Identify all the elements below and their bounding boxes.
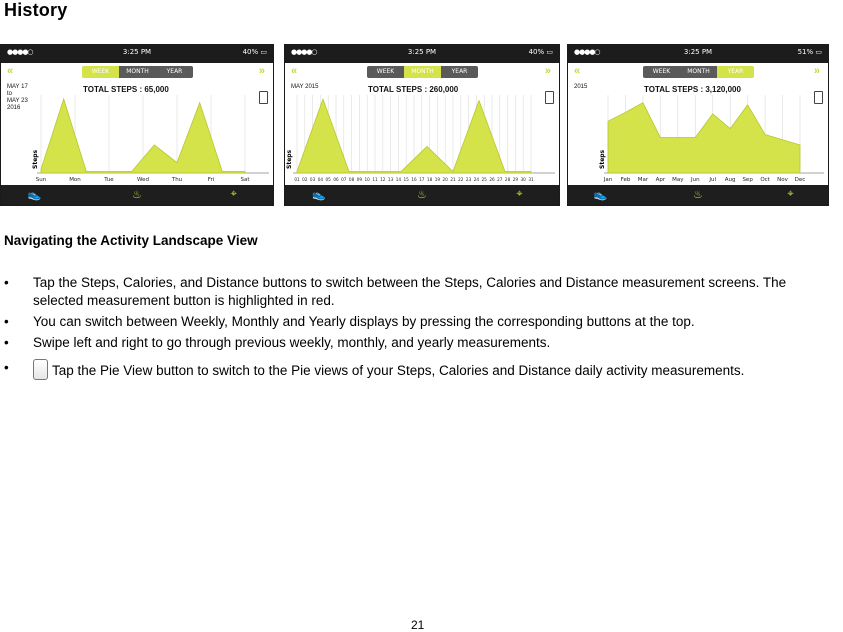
x-tick-label: 16 [411, 177, 417, 182]
bullet-text: Swipe left and right to go through previous weekly, monthly, and yearly measurements. [33, 335, 551, 350]
date-range: MAY 2015 [291, 84, 319, 90]
bullet-dot: • [4, 360, 9, 375]
measurement-nav [568, 185, 828, 205]
pie-view-icon [33, 359, 48, 380]
period-tab-bar [568, 63, 828, 81]
chart-area [568, 81, 828, 187]
bullet-item [4, 334, 824, 352]
flame-icon[interactable]: ♨ [417, 189, 427, 201]
flame-icon[interactable]: ♨ [132, 189, 142, 201]
tab-year[interactable]: YEAR [441, 66, 478, 78]
x-tick-label: 23 [465, 177, 472, 182]
status-time: 3:25 PM [683, 48, 713, 56]
x-tick-label: Sun [35, 177, 47, 183]
x-tick-label: Dec [794, 177, 806, 183]
signal-icon: ●●●●○ [291, 48, 317, 56]
x-tick-label: 30 [520, 177, 526, 182]
pie-view-icon[interactable] [814, 91, 823, 104]
x-tick-label: Wed [137, 177, 149, 183]
y-axis-label: Steps [599, 149, 606, 169]
x-tick-label: Fri [207, 177, 215, 183]
bullet-item [4, 274, 824, 310]
status-bar [568, 45, 828, 63]
steps-chart [568, 81, 828, 187]
total-steps: TOTAL STEPS : 3,120,000 [644, 85, 741, 94]
signal-icon: ●●●●○ [574, 48, 600, 56]
phone-screenshot [567, 44, 829, 206]
status-time: 3:25 PM [407, 48, 437, 56]
x-tick-label: Tue [104, 177, 114, 183]
x-tick-label: Feb [620, 177, 631, 183]
bullet-list [4, 274, 824, 383]
chart-area [1, 81, 273, 187]
phone-screenshot [0, 44, 274, 206]
distance-icon[interactable]: ⌖ [787, 188, 794, 200]
chart-area [285, 81, 559, 187]
battery-icon: 40% ▭ [528, 48, 553, 56]
date-range: 2015 [574, 84, 588, 90]
x-tick-label: 02 [302, 177, 308, 182]
distance-icon[interactable]: ⌖ [516, 188, 523, 200]
x-tick-label: 27 [497, 177, 503, 182]
x-tick-label: Oct [760, 177, 770, 183]
chevron-right-icon[interactable]: » [813, 65, 820, 77]
shoe-icon[interactable]: 👟 [593, 189, 608, 201]
period-tab-bar [285, 63, 559, 81]
bullet-text: You can switch between Weekly, Monthly and Yearly displays by pressing the corresponding buttons at the top. [33, 314, 695, 329]
x-tick-label: Nov [777, 177, 788, 183]
x-tick-label: May [672, 177, 684, 183]
x-tick-label: Aug [724, 177, 736, 183]
page-number: 21 [411, 618, 425, 632]
steps-chart [1, 81, 273, 187]
battery-icon: 40% ▭ [242, 48, 267, 56]
x-tick-label: 01 [294, 177, 300, 182]
y-axis-label: Steps [286, 149, 293, 169]
tab-week[interactable]: WEEK [367, 66, 404, 78]
x-tick-label: 11 [372, 177, 378, 182]
x-tick-label: 19 [434, 177, 441, 182]
total-steps: TOTAL STEPS : 65,000 [83, 85, 169, 94]
x-tick-label: 10 [364, 177, 370, 182]
x-tick-label: Thu [171, 177, 183, 183]
x-tick-label: 17 [419, 177, 425, 182]
x-tick-label: 26 [489, 177, 495, 182]
x-tick-label: 21 [450, 177, 456, 182]
chevron-left-icon[interactable]: « [574, 65, 581, 77]
battery-icon: 51% ▭ [797, 48, 822, 56]
x-tick-label: 29 [512, 177, 519, 182]
bullet-dot: • [4, 335, 9, 350]
x-tick-label: 15 [403, 177, 409, 182]
x-tick-label: 07 [341, 177, 347, 182]
period-tab-bar [1, 63, 273, 81]
status-time: 3:25 PM [122, 48, 152, 56]
date-range: MAY 17 to MAY 23 2016 [7, 84, 28, 111]
tab-year[interactable]: YEAR [717, 66, 754, 78]
bullet-dot: • [4, 314, 9, 329]
shoe-icon[interactable]: 👟 [312, 189, 326, 201]
x-tick-label: Apr [655, 177, 666, 183]
chevron-left-icon[interactable]: « [7, 65, 14, 77]
tab-month[interactable]: MONTH [119, 66, 156, 78]
x-tick-label: 04 [317, 177, 324, 182]
page-title: History [4, 0, 68, 20]
tab-month[interactable]: MONTH [404, 66, 441, 78]
x-tick-label: Jul [709, 177, 717, 183]
section-heading: Navigating the Activity Landscape View [4, 233, 258, 248]
x-tick-label: Sat [240, 177, 250, 183]
x-tick-label: 25 [481, 177, 487, 182]
x-tick-label: 06 [333, 177, 339, 182]
tab-year[interactable]: YEAR [156, 66, 193, 78]
tab-week[interactable]: WEEK [643, 66, 680, 78]
tab-week[interactable]: WEEK [82, 66, 119, 78]
x-tick-label: 18 [426, 177, 433, 182]
x-tick-label: Mar [637, 177, 649, 183]
steps-chart [285, 81, 559, 187]
x-tick-label: 03 [309, 177, 316, 182]
total-steps: TOTAL STEPS : 260,000 [368, 85, 459, 94]
bullet-text: Tap the Pie View button to switch to the Pie views of your Steps, Calories and Distance daily activity measurements. [52, 363, 745, 378]
x-tick-label: Sep [742, 177, 753, 183]
x-tick-label: 31 [528, 177, 534, 182]
chevron-right-icon[interactable]: » [258, 65, 265, 77]
phone-screenshot [284, 44, 560, 206]
y-axis-label: Steps [32, 149, 39, 169]
x-tick-label: 08 [348, 177, 355, 182]
bullet-item [4, 359, 824, 380]
measurement-nav [1, 185, 273, 205]
measurement-nav [285, 185, 559, 205]
signal-icon: ●●●●○ [7, 48, 33, 56]
x-tick-label: 05 [325, 177, 331, 182]
pie-view-icon[interactable] [545, 91, 554, 104]
x-tick-label: Jun [690, 177, 700, 183]
chevron-left-icon[interactable]: « [291, 65, 298, 77]
x-tick-label: 14 [395, 177, 402, 182]
steps-area-series [608, 103, 800, 173]
x-tick-label: 09 [356, 177, 363, 182]
bullet-text: Tap the Steps, Calories, and Distance buttons to switch between the Steps, Calories and Distance measurement screens. The selected measurement button is highlighted in red. [33, 275, 787, 308]
x-tick-label: Jan [603, 177, 613, 183]
x-tick-label: Mon [69, 177, 81, 183]
shoe-icon[interactable]: 👟 [27, 189, 42, 201]
x-tick-label: 28 [504, 177, 511, 182]
distance-icon[interactable]: ⌖ [230, 188, 237, 200]
x-tick-label: 20 [442, 177, 448, 182]
x-tick-label: 12 [380, 177, 386, 182]
chevron-right-icon[interactable]: » [544, 65, 551, 77]
x-tick-label: 13 [387, 177, 394, 182]
pie-view-icon[interactable] [259, 91, 268, 104]
status-bar [1, 45, 273, 63]
bullet-item [4, 313, 824, 331]
tab-month[interactable]: MONTH [680, 66, 717, 78]
bullet-dot: • [4, 275, 9, 290]
x-tick-label: 22 [458, 177, 464, 182]
x-tick-label: 24 [473, 177, 480, 182]
status-bar [285, 45, 559, 63]
flame-icon[interactable]: ♨ [693, 189, 703, 201]
